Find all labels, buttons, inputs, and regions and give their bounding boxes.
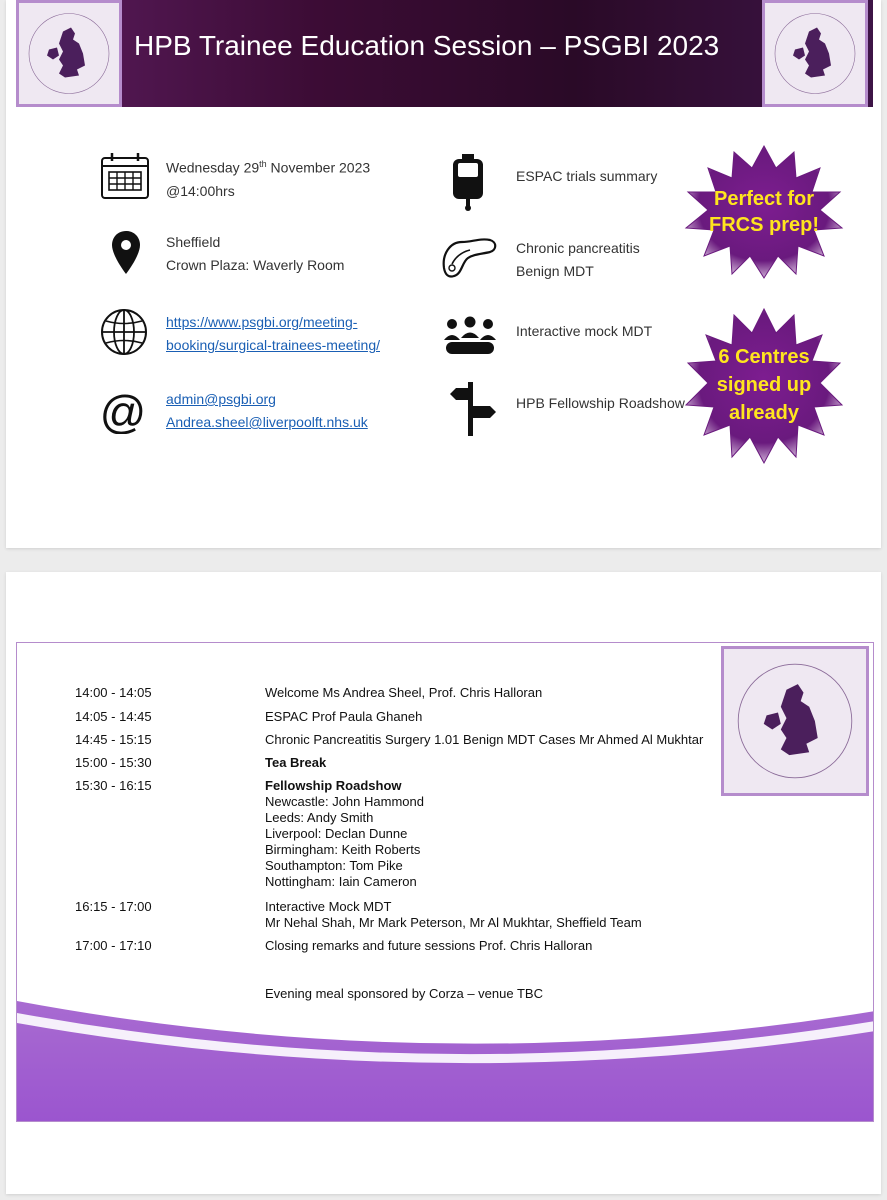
header-banner: [16, 0, 873, 107]
schedule-slide: [6, 572, 881, 1194]
topic-fellowship: HPB Fellowship Roadshow: [516, 395, 685, 411]
psgbi-logo: [16, 0, 122, 107]
location-pin-icon: [110, 230, 142, 276]
schedule-panel: 14:00 - 14:05 Welcome Ms Andrea Sheel, Prof. Chris Halloran 14:05 - 14:45 ESPAC Prof Paula Ghaneh 14:45 - 15:15 Chronic Pancreatitis Surgery 1.01 Benign MDT Cases Mr Ahmed Al Mukhtar 15:00 - 15:30 Tea Break 15:30 - 16:15 Fellowship Roadshow Newcastle: John Hammond Leeds: Andy Smith Liverpool: Declan Dunne Birmingham: Keith Roberts Southampton: Tom Pike Nottingham: Iain Cameron 16:15 - 17:00 Interactive Mock MDT Mr Nehal Shah, Mr Mark Peterson, Mr Al Mukhtar, Sheffield Team 17:00 - 17:10 Closing remarks and future sessions Prof. Chris Halloran Evening meal sponsored by Corza – venue TBC: [16, 642, 874, 1122]
group-people-icon: [442, 316, 498, 358]
event-date: Wednesday 29th November 2023 @14:00hrs: [166, 159, 371, 199]
topic-espac: ESPAC trials summary: [516, 168, 658, 184]
svg-text:@: @: [99, 388, 147, 434]
calendar-icon: [100, 152, 150, 200]
event-contacts: [166, 388, 368, 434]
iv-bag-icon: [448, 154, 488, 212]
globe-icon: [100, 308, 148, 356]
topic-mock-mdt: Interactive mock MDT: [516, 323, 653, 339]
email-link[interactable]: Andrea.sheel@liverpoolft.nhs.uk: [166, 414, 368, 430]
psgbi-logo: [762, 0, 868, 107]
event-website[interactable]: [166, 311, 380, 357]
decorative-wave: [17, 991, 874, 1121]
pancreas-icon: [440, 234, 498, 280]
signpost-icon: [446, 382, 498, 438]
flyer-slide: [6, 0, 881, 548]
email-link[interactable]: admin@psgbi.org: [166, 391, 276, 407]
website-link[interactable]: https://www.psgbi.org/meeting-: [166, 314, 358, 330]
page-title: HPB Trainee Education Session – PSGBI 2023: [134, 30, 720, 61]
topic-chronic-pancreatitis: Chronic pancreatitis Benign MDT: [516, 240, 640, 279]
at-sign-icon: [98, 388, 148, 434]
frcs-prep-badge: Perfect for FRCS prep!: [684, 142, 844, 282]
event-location: Sheffield Crown Plaza: Waverly Room: [166, 234, 345, 273]
psgbi-logo: [721, 646, 869, 796]
centres-badge: 6 Centres signed up already: [684, 305, 844, 465]
website-link-cont[interactable]: booking/surgical-trainees-meeting/: [166, 337, 380, 353]
